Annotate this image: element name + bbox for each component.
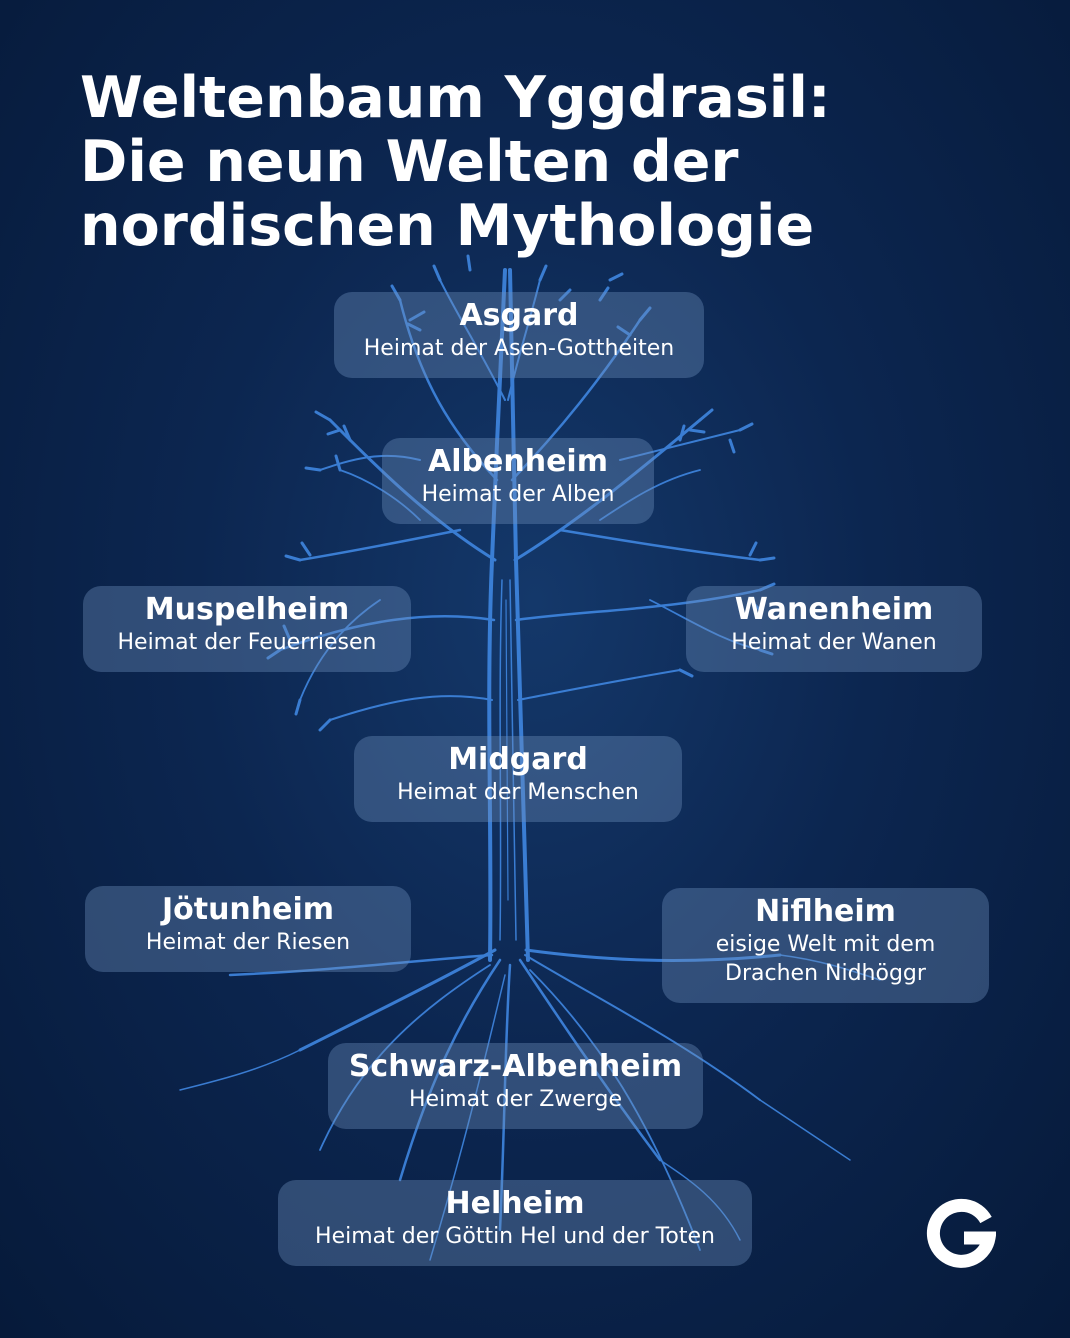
world-box-asgard [334,292,704,378]
world-name: Helheim [445,1186,585,1221]
title-line-3: nordischen Mythologie [80,193,815,259]
world-description: Heimat der Feuerriesen [117,630,377,655]
world-box-albenheim [382,438,654,524]
publisher-logo-g-icon [926,1198,996,1268]
world-name: Jötunheim [161,892,335,927]
world-description: Heimat der Göttin Hel und der Toten [315,1224,715,1249]
world-box-helheim [278,1180,752,1266]
world-box-niflheim [662,888,989,1003]
world-name: Midgard [448,742,588,777]
world-name: Niflheim [755,894,896,929]
world-description-line-2: Drachen Nidhöggr [725,961,926,986]
world-description: Heimat der Asen-Gottheiten [363,336,675,361]
world-description: Heimat der Wanen [731,630,937,655]
world-description: Heimat der Alben [421,482,615,507]
world-box-midgard [354,736,682,822]
world-name: Wanenheim [734,592,934,627]
world-name: Muspelheim [144,592,350,627]
world-box-muspelheim [83,586,411,672]
world-box-wanenheim [686,586,982,672]
world-description: Heimat der Riesen [145,930,351,955]
title-line-1: Weltenbaum Yggdrasil: [80,65,831,131]
world-name: Schwarz-Albenheim [348,1049,683,1084]
world-name: Asgard [459,298,579,333]
title-line-2: Die neun Welten der [80,129,739,195]
world-description: Heimat der Zwerge [408,1087,623,1112]
world-description: eisige Welt mit dem [715,932,936,957]
world-box-schwarz-albenheim [328,1043,703,1129]
world-description: Heimat der Menschen [397,780,639,805]
world-name: Albenheim [428,444,608,479]
page-title [80,66,1040,258]
world-box-joetunheim [85,886,411,972]
